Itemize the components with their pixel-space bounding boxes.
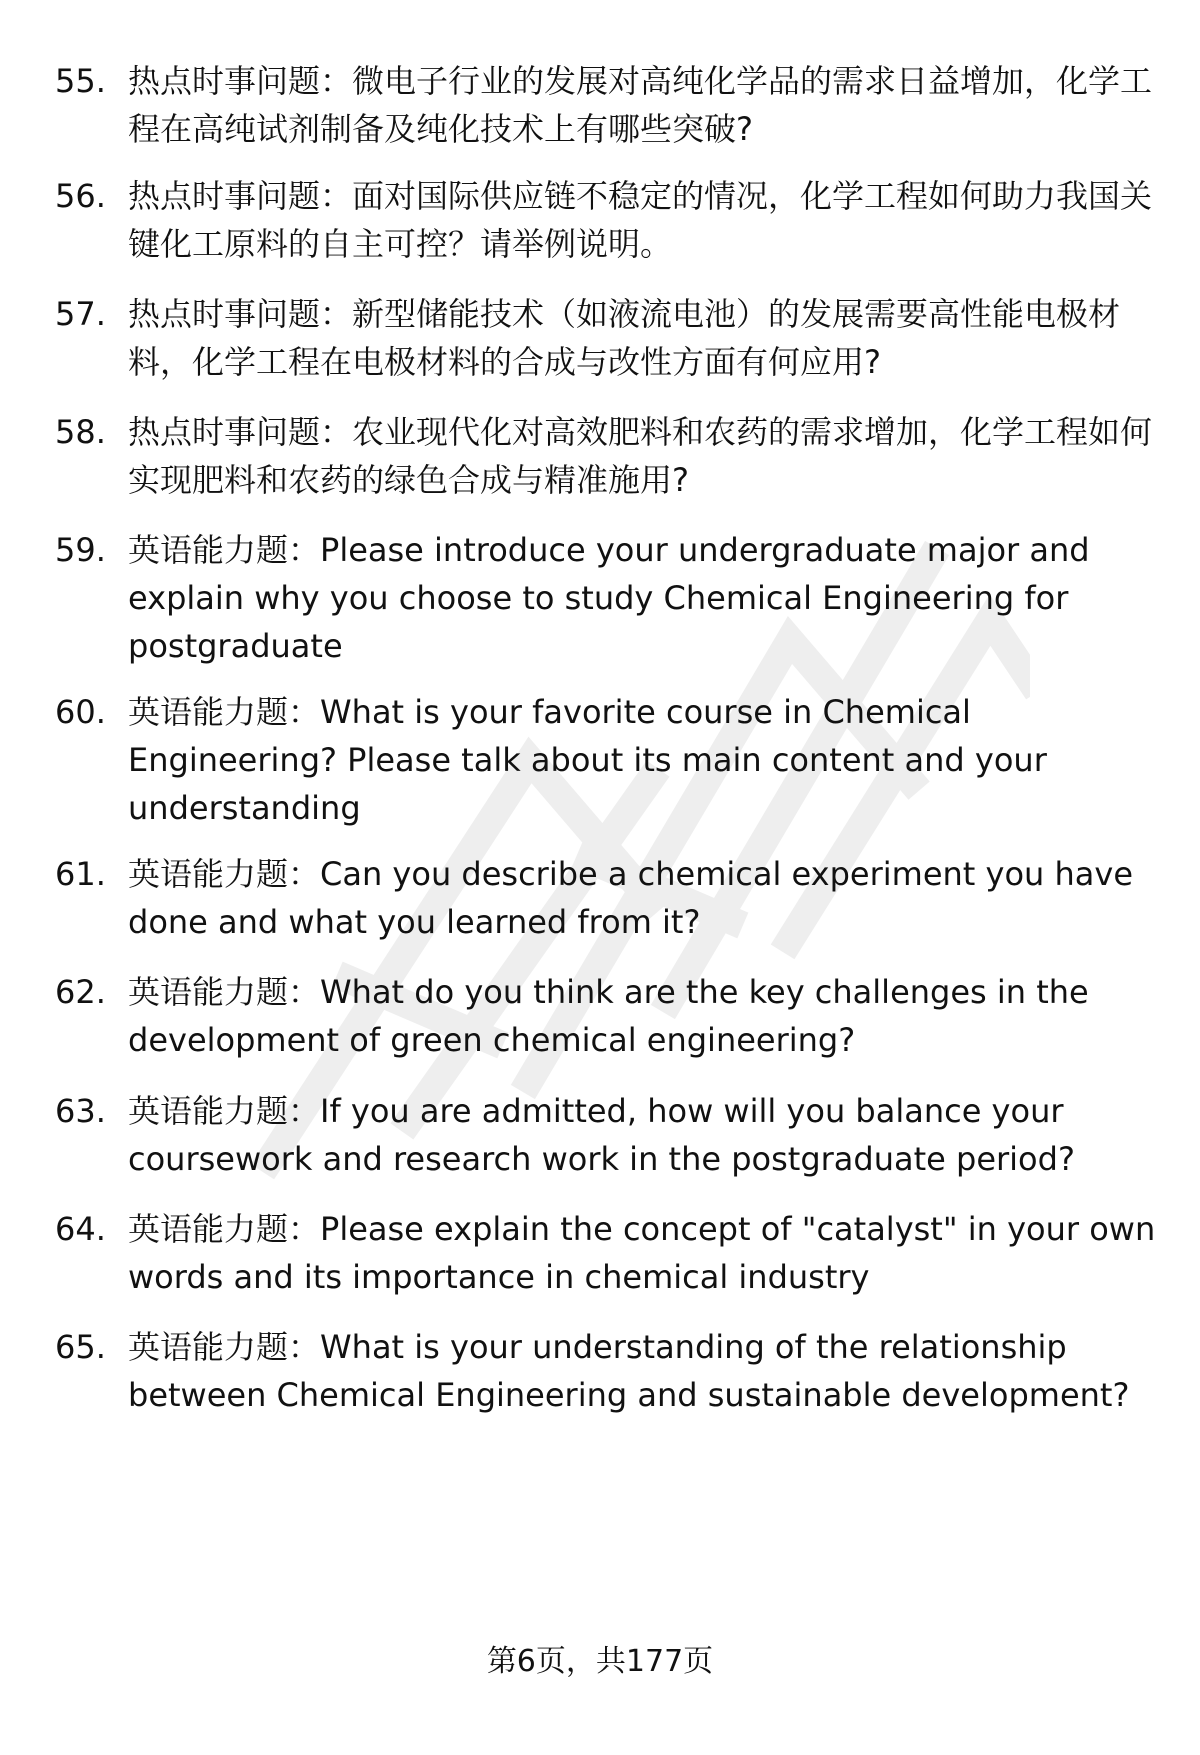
- question-category: 英语能力题：: [128, 973, 321, 1011]
- question-text: Please explain the concept of "catalyst" in your own words and its importance in chemical industry: [128, 1210, 1156, 1296]
- question-body: [128, 1205, 1165, 1301]
- question-body: [128, 850, 1165, 946]
- question-text: What is your favorite course in Chemical Engineering? Please talk about its main content and your understanding: [128, 693, 1047, 827]
- question-item: [55, 850, 1165, 946]
- question-text: Please introduce your undergraduate major and explain why you choose to study Chemical Engineering for postgraduate: [128, 531, 1090, 665]
- question-body: [128, 172, 1165, 268]
- question-item: [55, 1087, 1165, 1183]
- question-text: 农业现代化对高效肥料和农药的需求增加，化学工程如何实现肥料和农药的绿色合成与精准施用?: [128, 413, 1153, 499]
- question-body: [128, 968, 1165, 1064]
- question-category: 英语能力题：: [128, 855, 321, 893]
- question-item: [55, 57, 1165, 153]
- question-category: 英语能力题：: [128, 1092, 321, 1130]
- question-number: 62.: [55, 973, 106, 1011]
- question-text: 新型储能技术（如液流电池）的发展需要高性能电极材料，化学工程在电极材料的合成与改性方面有何应用?: [128, 295, 1121, 381]
- question-body: [128, 57, 1165, 153]
- question-item: [55, 290, 1165, 386]
- question-item: [55, 172, 1165, 268]
- question-text: If you are admitted, how will you balance your coursework and research work in the postgraduate period?: [128, 1092, 1075, 1178]
- question-item: [55, 688, 1165, 832]
- question-category: 热点时事问题：: [128, 177, 353, 215]
- question-text: What is your understanding of the relationship between Chemical Engineering and sustainable development?: [128, 1328, 1130, 1414]
- question-category: 英语能力题：: [128, 693, 321, 731]
- question-number: 56.: [55, 177, 106, 215]
- question-category: 英语能力题：: [128, 531, 321, 569]
- question-number: 57.: [55, 295, 106, 333]
- question-text: 面对国际供应链不稳定的情况，化学工程如何助力我国关键化工原料的自主可控？请举例说明。: [128, 177, 1153, 263]
- question-body: [128, 526, 1165, 670]
- question-text: 微电子行业的发展对高纯化学品的需求日益增加，化学工程在高纯试剂制备及纯化技术上有哪些突破?: [128, 62, 1153, 148]
- question-item: [55, 526, 1165, 670]
- question-body: [128, 688, 1165, 832]
- question-item: [55, 968, 1165, 1064]
- question-body: [128, 408, 1165, 504]
- question-body: [128, 1323, 1165, 1419]
- question-number: 63.: [55, 1092, 106, 1130]
- question-body: [128, 1087, 1165, 1183]
- question-category: 热点时事问题：: [128, 62, 353, 100]
- page-indicator: 第6页，共177页: [486, 1644, 714, 1679]
- question-number: 61.: [55, 855, 106, 893]
- question-number: 64.: [55, 1210, 106, 1248]
- question-number: 60.: [55, 693, 106, 731]
- question-category: 英语能力题：: [128, 1328, 321, 1366]
- question-category: 热点时事问题：: [128, 295, 353, 333]
- question-text: What do you think are the key challenges in the development of green chemical engineering?: [128, 973, 1089, 1059]
- question-category: 热点时事问题：: [128, 413, 353, 451]
- question-number: 55.: [55, 62, 106, 100]
- question-text: Can you describe a chemical experiment you have done and what you learned from it?: [128, 855, 1133, 941]
- question-number: 59.: [55, 531, 106, 569]
- question-item: [55, 1323, 1165, 1419]
- question-category: 英语能力题：: [128, 1210, 321, 1248]
- question-number: 65.: [55, 1328, 106, 1366]
- question-body: [128, 290, 1165, 386]
- question-number: 58.: [55, 413, 106, 451]
- question-item: [55, 1205, 1165, 1301]
- question-item: [55, 408, 1165, 504]
